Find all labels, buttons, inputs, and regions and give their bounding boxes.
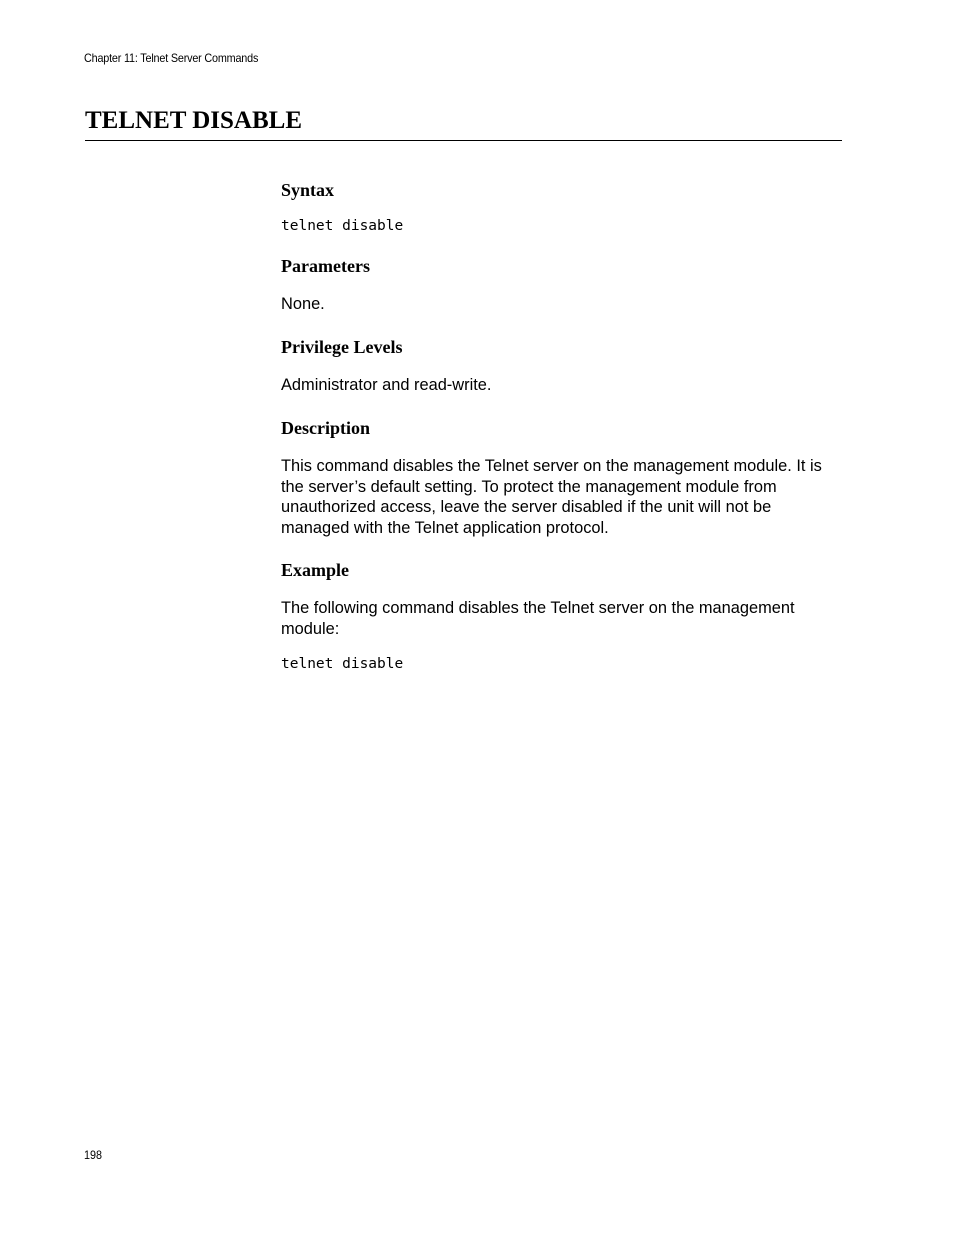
page-title: TELNET DISABLE	[85, 107, 302, 134]
example-heading: Example	[281, 560, 350, 580]
example-text: The following command disables the Telnet server on the management module:	[281, 599, 795, 638]
privilege-levels-heading: Privilege Levels	[281, 337, 403, 357]
example-code: telnet disable	[281, 656, 404, 672]
parameters-heading: Parameters	[281, 256, 370, 276]
syntax-code: telnet disable	[281, 218, 404, 234]
page-number: 198	[84, 1148, 103, 1162]
title-rule	[85, 140, 842, 141]
description-text: This command disables the Telnet server on the management module. It is the server’s default setting. To protect the management module from unauthorized access, leave the server disabled if the unit will not be managed with the Telnet application protocol.	[281, 457, 822, 537]
syntax-heading: Syntax	[281, 180, 335, 200]
description-heading: Description	[281, 418, 370, 438]
parameters-text: None.	[281, 295, 325, 313]
privilege-levels-text: Administrator and read-write.	[281, 376, 492, 394]
running-header: Chapter 11: Telnet Server Commands	[84, 51, 259, 65]
